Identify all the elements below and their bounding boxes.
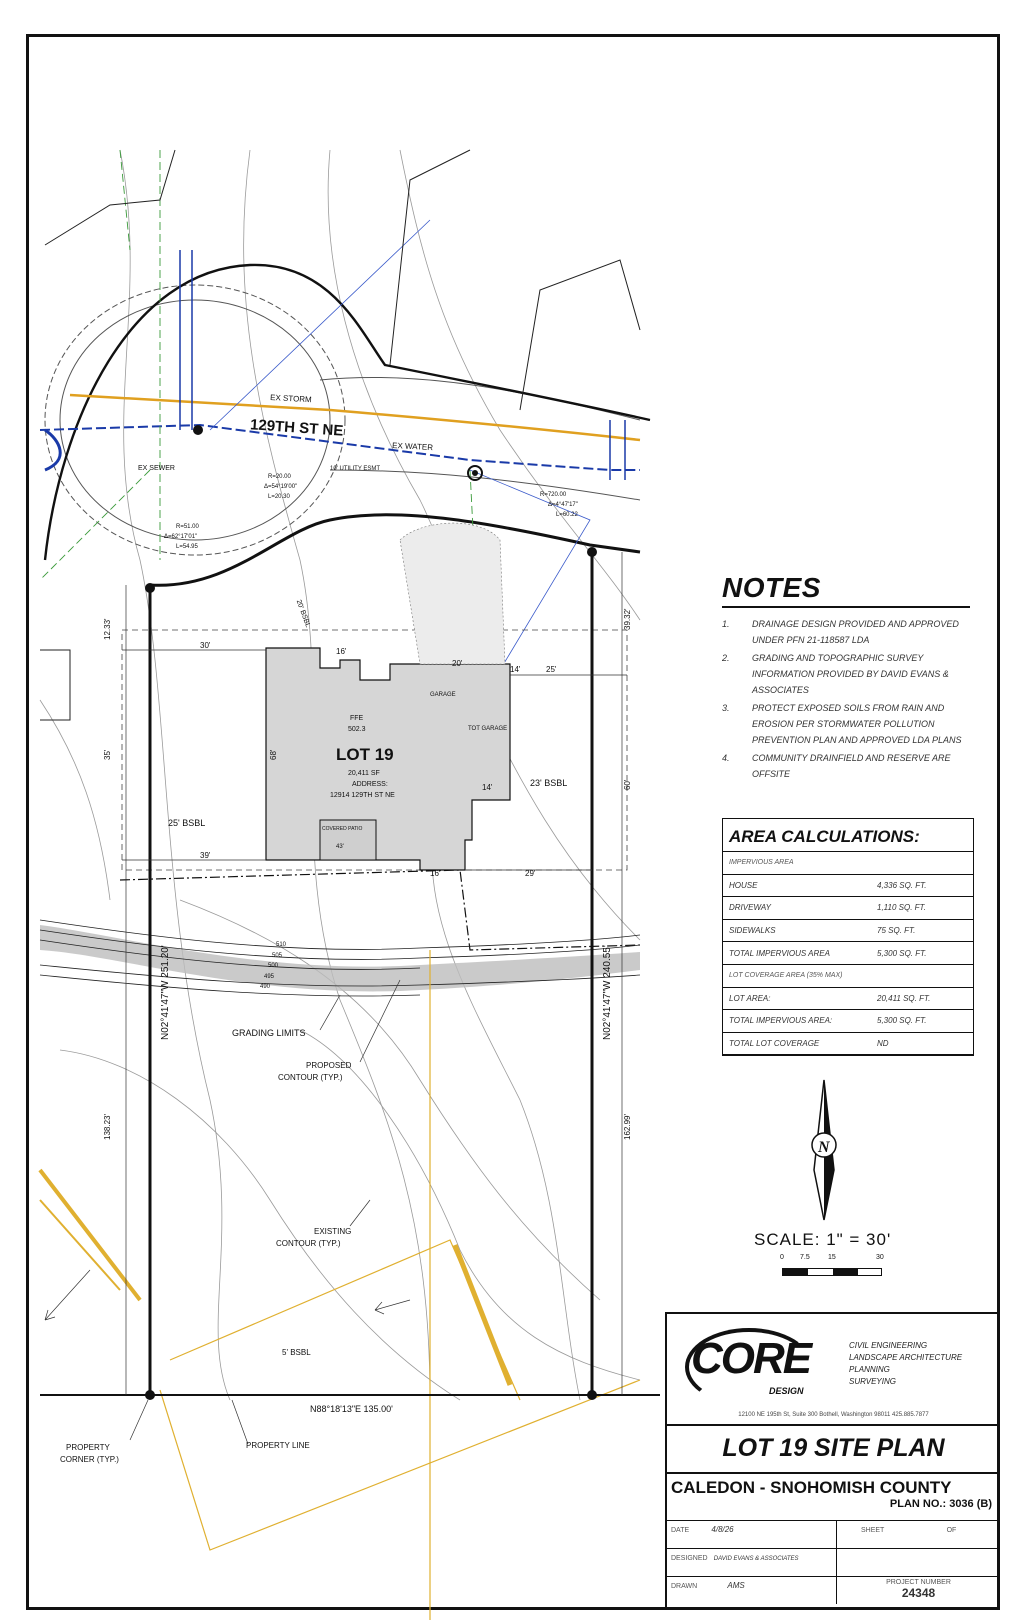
property-corner <box>587 547 597 557</box>
sewer-arc <box>45 430 60 470</box>
table-row <box>723 897 973 920</box>
area-label: TOTAL LOT COVERAGE <box>723 1032 871 1055</box>
drawn-cell <box>667 1576 837 1604</box>
curve3-r: R=720.00 <box>540 492 567 498</box>
of-label: OF <box>946 1527 957 1534</box>
dim-text: 16' <box>430 869 441 878</box>
contour-line <box>60 1050 460 1400</box>
patio-label: COVERED PATIO <box>322 826 363 832</box>
green-dash <box>40 470 150 580</box>
callout-leaders <box>45 980 410 1444</box>
road-edge-south <box>330 470 640 500</box>
storm-line <box>70 395 640 440</box>
property-corner-callout-2: CORNER (TYP.) <box>60 1455 119 1464</box>
garage-label: GARAGE <box>430 692 456 698</box>
grey-band <box>40 925 640 991</box>
note-item <box>722 750 970 782</box>
contour-elevation: 495 <box>264 974 275 980</box>
note-item <box>722 700 970 748</box>
dim-text: 12.33' <box>103 618 112 640</box>
side-setback-east-label: 23' BSBL <box>530 778 568 788</box>
service-item: CIVIL ENGINEERING <box>849 1341 928 1350</box>
plan-number: PLAN NO.: 3036 (B) <box>889 1498 992 1510</box>
contour-elevation: 510 <box>276 942 287 948</box>
patio-value: 43' <box>336 844 344 850</box>
leader <box>350 1200 370 1226</box>
notes-list <box>722 616 970 782</box>
sheet-label: SHEET <box>861 1527 885 1534</box>
note-number: 1. <box>722 619 730 629</box>
adjacent-lot-line <box>520 260 640 410</box>
curve2-delta: Δ=62°17'01" <box>164 534 198 540</box>
scale-bar-segment <box>783 1269 808 1275</box>
area-value: 75 SQ. FT. <box>871 919 973 942</box>
note-item <box>722 650 970 698</box>
adjacent-lot-line <box>45 150 175 245</box>
dim-text: 162.99' <box>623 1114 632 1140</box>
existing-contour-callout-2: CONTOUR (TYP.) <box>276 1239 341 1248</box>
yellow-thick <box>40 1170 140 1300</box>
rear-setback-label: 5' BSBL <box>282 1348 311 1357</box>
note-text: GRADING AND TOPOGRAPHIC SURVEY INFORMATION PROVIDED BY DAVID EVANS & ASSOCIATES <box>752 653 949 695</box>
area-label: TOTAL IMPERVIOUS AREA: <box>723 1010 871 1033</box>
area-label: HOUSE <box>723 874 871 897</box>
designed-value: DAVID EVANS & ASSOCIATES <box>713 1556 799 1562</box>
scale-tick: 0 <box>780 1254 784 1261</box>
note-text: PROTECT EXPOSED SOILS FROM RAIN AND EROSION PER STORMWATER POLLUTION PREVENTION PLAN AND APPROVED LDA PLANS <box>752 703 962 745</box>
contour-elevation: 500 <box>268 963 279 969</box>
area-value: 1,110 SQ. FT. <box>871 897 973 920</box>
utility-esmt-label: 10' UTILITY ESMT <box>330 466 381 472</box>
service-item: PLANNING <box>849 1365 890 1374</box>
east-line-bearing: N02°41'47"W 240.55' <box>602 945 613 1040</box>
yellow-thick <box>40 1200 120 1290</box>
project-number-label: PROJECT NUMBER <box>886 1579 951 1586</box>
area-calculations-heading: AREA CALCULATIONS: <box>723 819 973 852</box>
blank-cell <box>837 1548 1000 1576</box>
curve1-r: R=20.00 <box>268 474 291 480</box>
dim-text: 25' <box>546 665 557 674</box>
table-row <box>723 1032 973 1055</box>
dim-text: 14' <box>510 665 521 674</box>
logo-subtext: DESIGN <box>769 1386 804 1396</box>
company-address: 12100 NE 195th St, Suite 300 Bothell, Washington 98011 425.885.7877 <box>738 1412 929 1418</box>
ex-water-label: EX WATER <box>391 441 434 453</box>
frontage-line <box>150 515 640 586</box>
yellow-line <box>160 1380 640 1550</box>
table-row <box>723 964 973 987</box>
proposed-contour-callout: PROPOSED <box>306 1061 352 1070</box>
scale-tick: 30 <box>876 1254 884 1261</box>
existing-contour-callout: EXISTING <box>314 1227 352 1236</box>
scale-label: SCALE: 1" = 30' <box>754 1230 892 1249</box>
dim-text: 29' <box>525 869 536 878</box>
green-dash <box>120 150 130 250</box>
service-item: SURVEYING <box>849 1377 896 1386</box>
garage-ffe-label: TOT GARAGE <box>468 726 508 732</box>
area-value: 5,300 SQ. FT. <box>871 942 973 965</box>
leader <box>320 995 340 1030</box>
lot-area-label: 20,411 SF <box>348 770 380 777</box>
contour-elevation: 505 <box>272 953 283 959</box>
company-services <box>849 1340 962 1388</box>
project-number-value: 24348 <box>901 1586 936 1600</box>
dim-text: 68' <box>269 749 278 760</box>
note-text: COMMUNITY DRAINFIELD AND RESERVE ARE OFFSITE <box>752 753 951 779</box>
notes-panel <box>722 572 970 784</box>
ffe-label: FFE <box>350 715 364 722</box>
dim-text: 60' <box>623 779 632 790</box>
property-corner <box>145 1390 155 1400</box>
scale-bar <box>782 1268 882 1276</box>
curve2-l: L=54.95 <box>176 544 198 550</box>
sheet-title: LOT 19 SITE PLAN <box>722 1434 945 1462</box>
scale-tick: 15 <box>828 1254 836 1261</box>
property-corner <box>587 1390 597 1400</box>
area-label: LOT AREA: <box>723 987 871 1010</box>
water-valve-center <box>472 470 478 476</box>
note-number: 2. <box>722 653 730 663</box>
contour-line <box>300 1030 640 1380</box>
area-table <box>723 852 973 1055</box>
curve1-l: L=20.30 <box>268 494 290 500</box>
sheet-cell <box>837 1520 1000 1548</box>
grading-limits <box>120 870 640 950</box>
grading-limits-callout: GRADING LIMITS <box>232 1028 306 1038</box>
company-logo <box>685 1334 815 1408</box>
contour-line <box>120 150 230 1400</box>
curve2-r: R=51.00 <box>176 524 199 530</box>
yellow-thick <box>455 1245 510 1385</box>
ffe-value: 502.3 <box>348 726 366 733</box>
ex-sewer-label: EX SEWER <box>138 465 175 472</box>
designed-cell <box>667 1548 837 1576</box>
logo-text: CORE <box>691 1334 811 1383</box>
adjacent-lot-line <box>390 150 470 365</box>
table-row <box>723 919 973 942</box>
area-label: LOT COVERAGE AREA (35% MAX) <box>723 964 973 987</box>
drawn-label: DRAWN <box>671 1583 698 1590</box>
curve1-delta: Δ=54°19'00" <box>264 484 298 490</box>
note-item <box>722 616 970 648</box>
area-calculations-table <box>722 818 974 1056</box>
manhole-symbol <box>193 425 203 435</box>
dim-text: 39.32' <box>623 608 632 630</box>
dim-text: 20' <box>452 659 463 668</box>
leader <box>232 1400 248 1444</box>
contour-elevation: 490 <box>260 984 271 990</box>
dim-text: 138.23' <box>103 1114 112 1140</box>
table-row <box>723 987 973 1010</box>
area-value: 4,336 SQ. FT. <box>871 874 973 897</box>
area-label: TOTAL IMPERVIOUS AREA <box>723 942 871 965</box>
address-label: ADDRESS: <box>352 781 388 788</box>
notes-heading: NOTES <box>722 572 970 608</box>
arrow <box>375 1300 410 1314</box>
date-value: 4/8/26 <box>711 1525 734 1534</box>
adjacent-lot-line <box>40 650 70 720</box>
dim-text: 39' <box>200 851 211 860</box>
designed-label: DESIGNED <box>671 1555 708 1562</box>
dim-text: 35' <box>103 749 112 760</box>
title-block <box>665 1312 1000 1610</box>
area-value: ND <box>871 1032 973 1055</box>
scale-tick: 7.5 <box>800 1254 810 1261</box>
table-row <box>723 942 973 965</box>
north-arrow <box>812 1080 836 1220</box>
curve3-delta: Δ=4°47'17" <box>548 502 578 508</box>
table-row <box>723 852 973 874</box>
lot-label: LOT 19 <box>336 745 394 764</box>
proposed-contour-callout-2: CONTOUR (TYP.) <box>278 1073 343 1082</box>
table-row <box>723 1010 973 1033</box>
address-value: 12914 129TH ST NE <box>330 792 395 799</box>
street-label: 129TH ST NE <box>249 416 344 440</box>
project-name: CALEDON - SNOHOMISH COUNTY <box>671 1478 952 1497</box>
area-value: 5,300 SQ. FT. <box>871 1010 973 1033</box>
area-label: IMPERVIOUS AREA <box>723 852 973 874</box>
project-number-cell <box>837 1576 1000 1604</box>
title-row <box>667 1424 1000 1472</box>
area-value: 20,411 SQ. FT. <box>871 987 973 1010</box>
arrow <box>45 1270 90 1320</box>
drawn-value: AMS <box>727 1581 745 1590</box>
north-arrow-label: N <box>818 1139 830 1156</box>
leader <box>130 1400 148 1440</box>
ex-storm-label: EX STORM <box>269 393 312 405</box>
front-setback-label: 20' BSBL <box>294 598 312 629</box>
project-row <box>667 1472 1000 1520</box>
dim-text: 30' <box>200 641 211 650</box>
south-line-bearing: N88°18'13"E 135.00' <box>310 1404 393 1414</box>
dim-text: 16' <box>336 647 347 656</box>
curve3-l: L=60.22 <box>556 512 578 518</box>
leader <box>360 980 400 1062</box>
table-row <box>723 874 973 897</box>
area-label: DRIVEWAY <box>723 897 871 920</box>
area-label: SIDEWALKS <box>723 919 871 942</box>
note-text: DRAINAGE DESIGN PROVIDED AND APPROVED UNDER PFN 21-118587 LDA <box>752 619 959 645</box>
scale-bar-segment <box>833 1269 858 1275</box>
contour-line <box>40 700 110 900</box>
dim-text: 14' <box>482 783 493 792</box>
note-number: 4. <box>722 753 730 763</box>
property-corner-callout: PROPERTY <box>66 1443 110 1452</box>
date-label: DATE <box>671 1527 690 1534</box>
side-setback-west-label: 25' BSBL <box>168 818 206 828</box>
driveway <box>400 523 505 664</box>
property-corner <box>145 583 155 593</box>
service-item: LANDSCAPE ARCHITECTURE <box>849 1353 963 1362</box>
property-line-callout: PROPERTY LINE <box>246 1441 310 1450</box>
note-number: 3. <box>722 703 730 713</box>
west-line-bearing: N02°41'47"W 251.20' <box>160 945 171 1040</box>
date-cell <box>667 1520 837 1548</box>
